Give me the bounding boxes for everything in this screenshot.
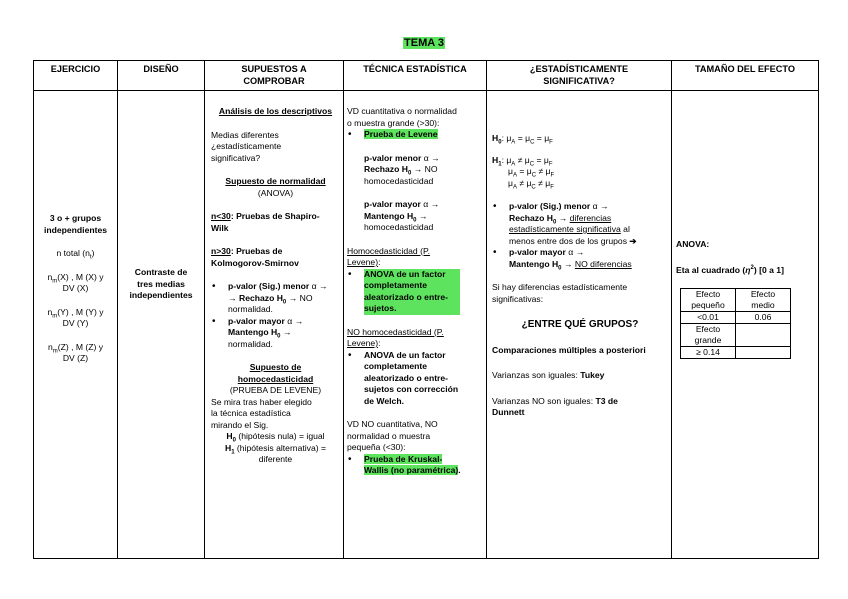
header-supuestos: SUPUESTOS A COMPROBAR bbox=[205, 61, 344, 91]
list-item: • p-valor (Sig.) menor α → → Rechazo $H_0$ → NO normalidad. bbox=[211, 281, 340, 316]
list-item: • ANOVA de un factor completamente aleatorizado o entre- sujetos con corrección de Welch. bbox=[347, 350, 483, 408]
page-title: TEMA 3 bbox=[404, 37, 444, 49]
normalidad-bullets bbox=[211, 281, 340, 350]
list-item bbox=[347, 129, 483, 141]
content-row bbox=[34, 91, 819, 559]
table-row: Efecto pequeño Efecto medio bbox=[681, 289, 791, 312]
list-item: • p-valor mayor α → Mantengo $H_0$ → normalidad. bbox=[211, 316, 340, 351]
header-tamano: TAMAÑO DEL EFECTO bbox=[672, 61, 819, 91]
cell-ejercicio bbox=[34, 91, 118, 559]
tamano-text: ANOVA: Eta al cuadrado $(\eta^2)$ [0 a 1] Efecto pequeño Efecto medio <0.01 0.06 Efecto grande ≥ 0.14 bbox=[676, 239, 815, 359]
header-ejercicio: EJERCICIO bbox=[34, 61, 118, 91]
table-row: ≥ 0.14 bbox=[681, 347, 791, 359]
list-item: • p-valor (Sig.) menor α → Rechazo $H_0$ → diferencias estadísticamente significativa al menos entre dos de los grupos ➔ bbox=[492, 201, 668, 247]
tecnica-text: VD cuantitativa o normalidad o muestra grande (>30): • Prueba de Levene p-valor menor α → Rechazo $H_0$ → NO homocedasticidad p-valor mayor α → Mantengo $H_0$ → homocedasticidad Homocedasticidad (P. Levene): • ANOVA de un factor completamente aleatorizado o entre- sujetos. NO homocedasticidad (P. Levene): • ANOVA de un factor completamente aleatorizado o entre- sujetos con corrección de Welch. VD NO cuantitativa, NO normalidad o muestra pequeña (<30): • Prueba de Kruskal- Wallis (no paramétrica). bbox=[347, 106, 483, 477]
analisis-heading: Análisis de los descriptivos bbox=[218, 106, 333, 116]
significativa-text: $H_0$: $\mu_A = \mu_C = \mu_F$ $H_1$: $\mu_A \ne \mu_C = \mu_F$ $\mu_A = \mu_C \ne \mu_F$ $\mu_A \ne \mu_C \ne \mu_F$ • p-valor (Sig.) menor α → Rechazo $H_0$ → diferencias estadísticamente significativa al menos entre dos de los grupos ➔ • p-valor mayor α → Mantengo $H_0$ → NO diferencias Si hay diferencias estadísticamente significativas: ¿ENTRE QUÉ GRUPOS? Comparaciones múltiples a posteriori Varianzas son iguales: Tukey Varianzas NO son iguales: T3 de Dunnett bbox=[492, 133, 668, 419]
cell-tecnica bbox=[344, 91, 487, 559]
supuestos-text: Análisis de los descriptivos Medias diferentes ¿estadísticamente significativa? Supuesto de normalidad (ANOVA) n<30: Pruebas de Shapiro- Wilk n>30: Pruebas de Kolmogorov-Smirnov • p-valor (Sig.) menor α → → Rechazo $H_0$ → NO normalidad. • p-valor mayor α → Mantengo $H_0$ → normalidad. Supuesto de homocedasticidad (PRUEBA DE LEVENE) Se mira tras haber elegido la técnica estadística mirando el Sig. $H_0$ (hipótesis nula) = igual $H_1$ (hipótesis alternativa) = diferente bbox=[211, 106, 340, 466]
table-row: <0.01 0.06 bbox=[681, 312, 791, 324]
list-item bbox=[347, 269, 483, 315]
header-tecnica: TÉCNICA ESTADÍSTICA bbox=[344, 61, 487, 91]
list-item: • p-valor mayor α → Mantengo $H_0$ → NO diferencias bbox=[492, 247, 668, 270]
ejercicio-text: 3 o + grupos independientes n total $(n_t)$ $n_m(X)$ , M (X) y DV (X) $n_m(Y)$ , M (Y) y DV (Y) $n_m(Z)$ , M (Z) y DV (Z) bbox=[43, 213, 108, 363]
levene-highlight: Prueba de Levene bbox=[364, 129, 438, 139]
entre-grupos-heading: ¿ENTRE QUÉ GRUPOS? bbox=[521, 319, 639, 330]
header-diseno: DISEÑO bbox=[118, 61, 205, 91]
diseno-text: Contraste de tres medias independientes bbox=[129, 267, 193, 300]
header-significativa: ¿ESTADÍSTICAMENTE SIGNIFICATIVA? bbox=[487, 61, 672, 91]
summary-table bbox=[33, 60, 819, 559]
anova-highlight: • ANOVA de un factor completamente aleatorizado o entre- sujetos. bbox=[364, 269, 460, 315]
cell-tamano bbox=[672, 91, 819, 559]
cell-diseno bbox=[118, 91, 205, 559]
list-item: • Prueba de Kruskal- Wallis (no paramétrica). bbox=[347, 454, 483, 477]
cell-significativa bbox=[487, 91, 672, 559]
significativa-bullets bbox=[492, 201, 668, 270]
table-row: Efecto grande bbox=[681, 324, 791, 347]
normalidad-heading: Supuesto de normalidad bbox=[225, 176, 326, 186]
header-row bbox=[34, 61, 819, 91]
arrow-right-icon: ➔ bbox=[629, 235, 637, 246]
cell-supuestos bbox=[205, 91, 344, 559]
effect-size-table bbox=[680, 288, 791, 359]
kruskal-highlight: Prueba de Kruskal- bbox=[364, 453, 443, 464]
